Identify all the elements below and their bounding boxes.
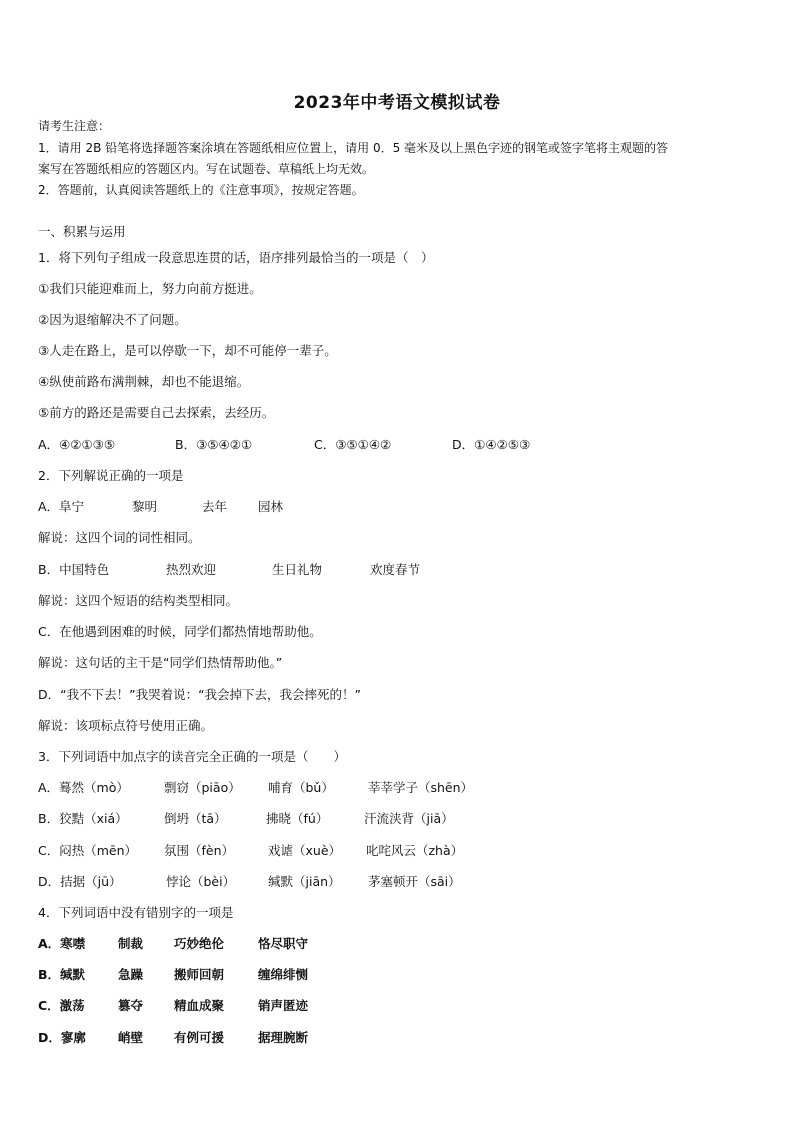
q2-b-phrase-3: 生日礼物 [272,562,323,577]
q1-stem: 1．将下列句子组成一段意思连贯的话，语序排列最恰当的一项是（ ） [38,250,434,265]
q4-stem: 4．下列词语中没有错别字的一项是 [38,905,234,920]
q4-d-word-2: 峭壁 [118,1030,144,1045]
q3-b-item-1: B．狡黠（xiá） [38,811,128,826]
q2-b-note: 解说：这四个短语的结构类型相同。 [38,593,239,608]
q1-sentence-3: ③人走在路上，是可以停歇一下，却不可能停一辈子。 [38,343,337,358]
q2-b-phrase-2: 热烈欢迎 [166,562,217,577]
q1-option-c: C．③⑤①④② [314,437,392,452]
q2-a-note: 解说：这四个词的词性相同。 [38,530,201,545]
q2-a-word-3: 去年 [202,499,228,514]
q2-stem: 2．下列解说正确的一项是 [38,468,184,483]
q2-c-note: 解说：这句话的主干是“同学们热情帮助他。” [38,655,283,670]
q1-sentence-1: ①我们只能迎难而上，努力向前方挺进。 [38,281,262,296]
q4-b-word-1: B．缄默 [38,967,86,982]
q4-a-word-3: 巧妙绝伦 [174,936,225,951]
q4-a-word-2: 制裁 [118,936,144,951]
notice-item-2: 2．答题前，认真阅读答题纸上的《注意事项》，按规定答题。 [38,183,364,197]
section-heading-1: 一、积累与运用 [38,224,126,239]
q3-a-item-2: 剽窃（piāo） [164,780,241,795]
q4-b-word-3: 搬师回朝 [174,967,225,982]
exam-title: 2023年中考语文模拟试卷 [293,93,501,113]
notice-item-1-line-2: 案写在答题纸相应的答题区内。写在试题卷、草稿纸上均无效。 [38,162,375,176]
q3-b-item-2: 倒坍（tā） [164,811,227,826]
q2-a-word-4: 园林 [258,499,284,514]
q3-a-item-4: 莘莘学子（shēn） [368,780,474,795]
q3-d-item-1: D．拮据（jū） [38,874,122,889]
notice-item-1-line-1: 1．请用 2B 铅笔将选择题答案涂填在答题纸相应位置上，请用 0．5 毫米及以上黑色字迹的钢笔或签字笔将主观题的答 [38,141,669,155]
q4-c-word-4: 销声匿迹 [258,998,309,1013]
q1-option-a: A．④②①③⑤ [38,437,116,452]
q4-d-word-1: D．寥廓 [38,1030,86,1045]
q2-option-c: C．在他遇到困难的时候，同学们都热情地帮助他。 [38,624,322,639]
q2-b-phrase-1: B．中国特色 [38,562,110,577]
q3-d-item-2: 悖论（bèi） [166,874,236,889]
q4-c-word-2: 篡夺 [118,998,144,1013]
q4-b-word-2: 急躁 [118,967,144,982]
q3-a-item-1: A．蓦然（mò） [38,780,129,795]
q4-b-word-4: 缠绵绯恻 [258,967,309,982]
q2-a-word-1: A．阜宁 [38,499,85,514]
q1-sentence-4: ④纵使前路布满荆棘，却也不能退缩。 [38,374,250,389]
q3-stem: 3．下列词语中加点字的读音完全正确的一项是（ ） [38,749,346,764]
q4-d-word-3: 有例可援 [174,1030,225,1045]
q2-d-note: 解说：该项标点符号使用正确。 [38,718,214,733]
notice-heading: 请考生注意： [38,119,111,133]
q3-d-item-3: 缄默（jiān） [268,874,341,889]
q1-sentence-5: ⑤前方的路还是需要自己去探索，去经历。 [38,405,275,420]
q4-a-word-4: 恪尽职守 [258,936,309,951]
q1-option-d: D．①④②⑤③ [452,437,531,452]
q3-c-item-4: 叱咤风云（zhà） [366,843,464,858]
q3-b-item-3: 拂晓（fú） [266,811,329,826]
q4-d-word-4: 据理腕断 [258,1030,309,1045]
q3-c-item-2: 氛围（fèn） [164,843,235,858]
q1-sentence-2: ②因为退缩解决不了问题。 [38,312,187,327]
q3-c-item-3: 戏谑（xuè） [268,843,342,858]
q2-a-word-2: 黎明 [132,499,158,514]
q3-d-item-4: 茅塞顿开（sāi） [368,874,461,889]
q1-option-b: B．③⑤④②① [175,437,253,452]
q2-option-d: D．“我不下去！”我哭着说：“我会掉下去，我会摔死的！” [38,687,362,702]
q4-c-word-3: 精血成聚 [174,998,225,1013]
q3-b-item-4: 汗流浃背（jiā） [364,811,454,826]
q3-a-item-3: 哺育（bǔ） [268,780,334,795]
q4-a-word-1: A．寒噤 [38,936,86,951]
q4-c-word-1: C．激荡 [38,998,85,1013]
q3-c-item-1: C．闷热（mēn） [38,843,138,858]
q2-b-phrase-4: 欢度春节 [370,562,421,577]
